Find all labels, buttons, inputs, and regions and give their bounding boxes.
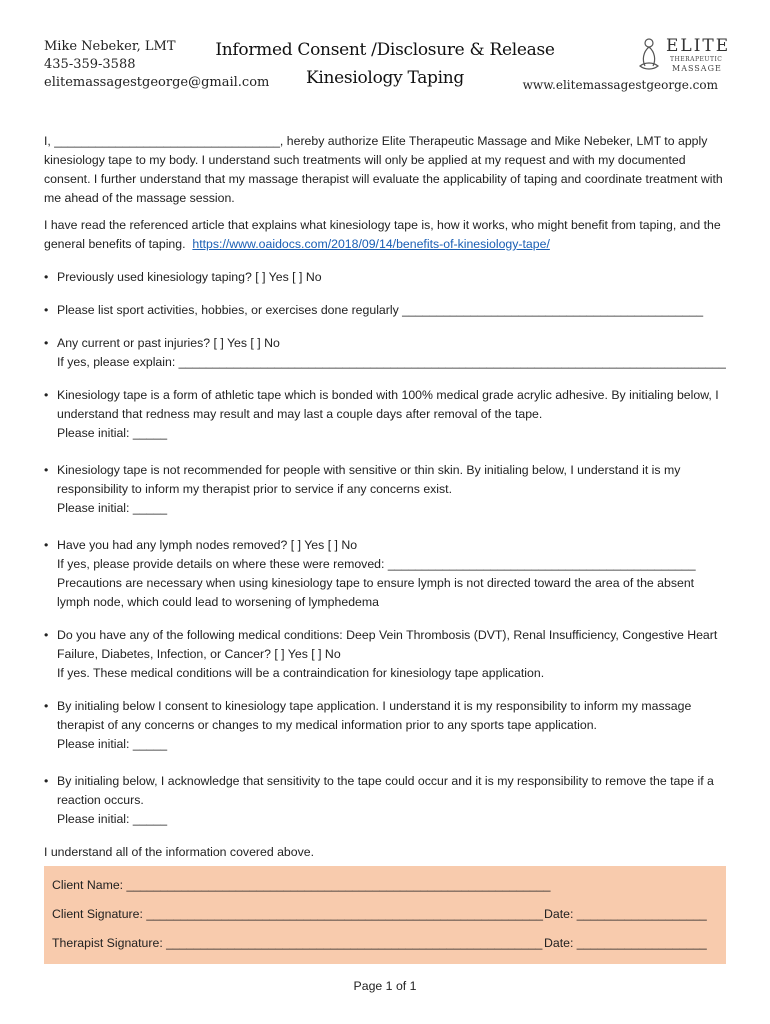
item-text: Do you have any of the following medical conditions: Deep Vein Thrombosis (DVT), Renal Insufficiency, Congestive Heart Failure, Diabetes, Infection, or Cancer? [ ] Yes [ ] No xyxy=(57,628,718,661)
question-injuries[interactable] xyxy=(44,334,728,372)
document-title xyxy=(200,36,570,92)
client-signature-field[interactable]: Client Signature: __________________________________________________________ xyxy=(52,907,543,921)
bullet-icon: • xyxy=(44,463,49,477)
logo-sub-2: MASSAGE xyxy=(672,64,722,73)
initial-field[interactable]: Please initial: _____ xyxy=(57,501,168,515)
signature-box xyxy=(44,866,726,964)
item-text: Any current or past injuries? [ ] Yes [ ] No xyxy=(57,336,280,350)
bullet-icon: • xyxy=(44,336,49,350)
item-note: If yes. These medical conditions will be a contraindication for kinesiology tape application. xyxy=(57,666,545,680)
acknowledge-sensitive-skin[interactable] xyxy=(44,461,728,518)
form-body xyxy=(44,132,728,862)
article-paragraph xyxy=(44,216,728,254)
initial-field[interactable]: Please initial: _____ xyxy=(57,426,168,440)
item-text: By initialing below, I acknowledge that sensitivity to the tape could occur and it is my responsibility to remove the tape if a reaction occurs. xyxy=(57,774,714,807)
client-name-field[interactable]: Client Name: ______________________________________________________________ xyxy=(52,878,551,892)
logo-word: ELITE xyxy=(666,36,731,56)
email-address: elitemassagestgeorge@gmail.com xyxy=(44,75,270,90)
website-url: www.elitemassagestgeorge.com xyxy=(522,78,718,92)
therapist-date-field[interactable]: Date: ___________________ xyxy=(544,936,707,950)
elite-logo xyxy=(636,36,731,76)
acknowledge-adhesive[interactable] xyxy=(44,386,728,443)
bullet-icon: • xyxy=(44,628,49,642)
authorization-paragraph: I, _________________________________, hereby authorize Elite Therapeutic Massage and Mike Nebeker, LMT to apply kinesiology tape to my body. I understand such treatments will only be applied at my request and with my documented consent. I further understand that my massage therapist will evaluate the applicability of taping and coordinate treatment with me ahead of the massage session. xyxy=(44,134,723,205)
item-note: Precautions are necessary when using kinesiology tape to ensure lymph is not directed toward the area of the absent lymph node, which could lead to worsening of lymphedema xyxy=(57,576,695,609)
therapist-name: Mike Nebeker, LMT xyxy=(44,39,176,54)
bullet-icon: • xyxy=(44,699,49,713)
title-line-2: Kinesiology Taping xyxy=(305,68,464,88)
bullet-icon: • xyxy=(44,388,49,402)
question-medical-conditions[interactable] xyxy=(44,626,728,683)
bullet-icon: • xyxy=(44,538,49,552)
client-date-field[interactable]: Date: ___________________ xyxy=(544,907,707,921)
item-text: By initialing below I consent to kinesiology tape application. I understand it is my responsibility to inform my massage therapist of any concerns or changes to my medical information prior to any sports tape application. xyxy=(57,699,692,732)
page-number: Page 1 of 1 xyxy=(353,979,417,993)
item-text: Previously used kinesiology taping? [ ] Yes [ ] No xyxy=(57,270,322,284)
item-followup: If yes, please provide details on where these were removed: _____________________________________________ xyxy=(57,557,696,571)
item-text: Have you had any lymph nodes removed? [ ] Yes [ ] No xyxy=(57,538,358,552)
question-prior-taping[interactable] xyxy=(44,268,728,287)
item-text: Kinesiology tape is a form of athletic tape which is bonded with 100% medical grade acrylic adhesive. By initialing below, I understand that redness may result and may last a couple days after removal of the tape. xyxy=(57,388,719,421)
question-lymph-nodes[interactable] xyxy=(44,536,728,612)
lotus-figure-icon xyxy=(636,36,662,74)
initial-field[interactable]: Please initial: _____ xyxy=(57,737,168,751)
therapist-signature-field[interactable]: Therapist Signature: _______________________________________________________ xyxy=(52,936,543,950)
question-activities[interactable] xyxy=(44,301,728,320)
article-link[interactable]: https://www.oaidocs.com/2018/09/14/benefits-of-kinesiology-tape/ xyxy=(192,237,550,251)
acknowledge-consent[interactable] xyxy=(44,697,728,754)
bullet-icon: • xyxy=(44,270,49,284)
logo-sub-1: THERAPEUTIC xyxy=(670,56,723,63)
title-line-1: Informed Consent /Disclosure & Release xyxy=(215,40,555,60)
final-statement: I understand all of the information covered above. xyxy=(44,845,315,859)
acknowledge-sensitivity[interactable] xyxy=(44,772,728,829)
bullet-icon: • xyxy=(44,303,49,317)
phone-number: 435-359-3588 xyxy=(44,57,136,72)
item-followup: If yes, please explain: ________________________________________________________________________________ xyxy=(57,355,726,369)
article-text: I have read the referenced article that explains what kinesiology tape is, how it works, who might benefit from taping, and the general benefits of taping. xyxy=(44,218,721,251)
bullet-icon: • xyxy=(44,774,49,788)
initial-field[interactable]: Please initial: _____ xyxy=(57,812,168,826)
item-text: Kinesiology tape is not recommended for people with sensitive or thin skin. By initialing below, I understand it is my responsibility to inform my therapist prior to service if any concerns exist. xyxy=(57,463,681,496)
item-text: Please list sport activities, hobbies, or exercises done regularly ____________________________________________ xyxy=(57,303,704,317)
